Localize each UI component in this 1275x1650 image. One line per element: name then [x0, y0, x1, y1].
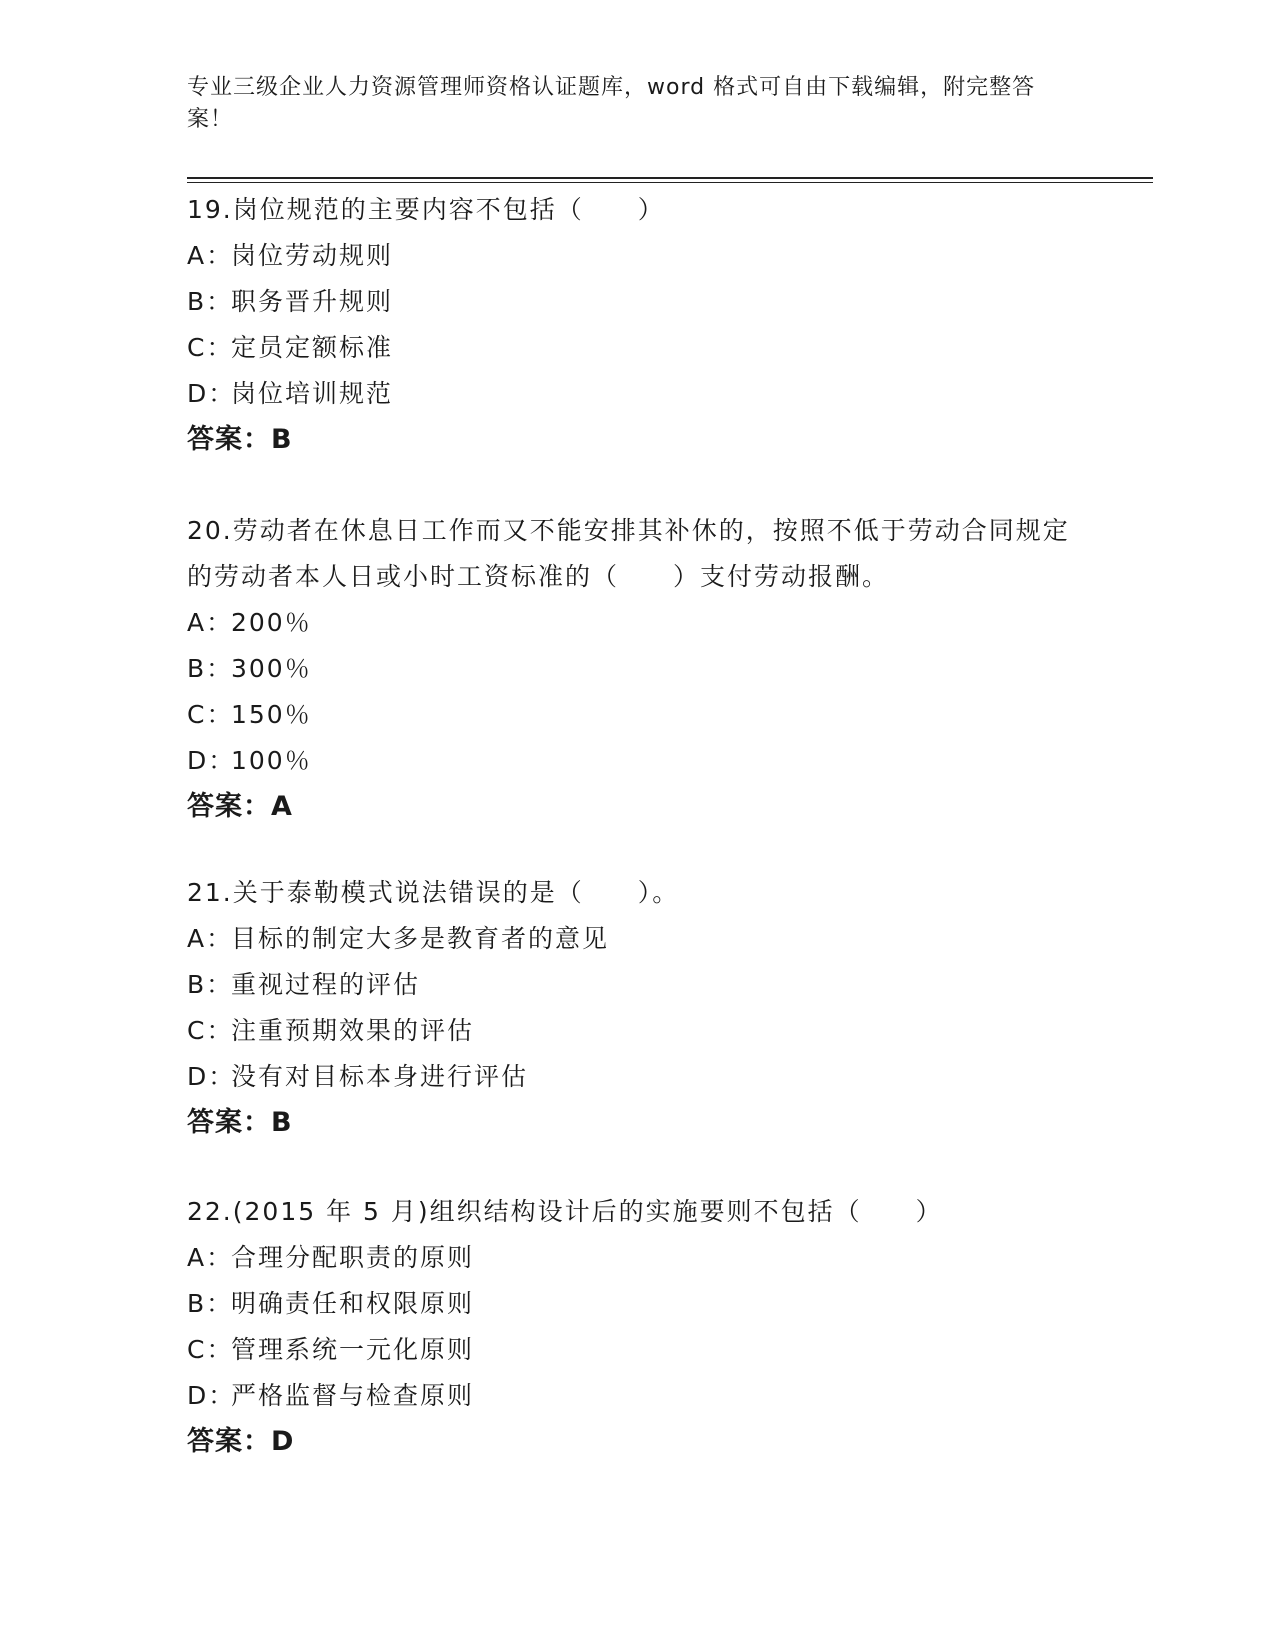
option-text: 严格监督与检查原则 — [231, 1381, 475, 1410]
question-22 — [187, 1189, 1087, 1465]
option-text: 合理分配职责的原则 — [231, 1243, 475, 1272]
option-key: C： — [187, 700, 234, 729]
option-a — [187, 1235, 1087, 1281]
question-stem: 19.岗位规范的主要内容不包括（ ） — [187, 195, 665, 224]
answer-label: 答案：D — [187, 1426, 295, 1457]
option-c — [187, 1008, 1087, 1054]
option-c — [187, 1327, 1087, 1373]
option-d — [187, 371, 1087, 417]
header-rule-bottom — [187, 182, 1153, 183]
option-d — [187, 1054, 1087, 1100]
option-d — [187, 1373, 1087, 1419]
answer-label: 答案：B — [187, 424, 293, 455]
option-a — [187, 600, 1087, 646]
option-b — [187, 962, 1087, 1008]
option-b — [187, 279, 1087, 325]
question-21 — [187, 870, 1087, 1146]
question-stem: 21.关于泰勒模式说法错误的是（ ）。 — [187, 878, 680, 907]
option-text: 目标的制定大多是教育者的意见 — [231, 924, 610, 953]
option-key: C： — [187, 1016, 234, 1045]
option-text: 150％ — [231, 700, 312, 729]
option-key: D： — [187, 1381, 236, 1410]
option-text: 管理系统一元化原则 — [231, 1335, 475, 1364]
option-text: 200％ — [231, 608, 312, 637]
option-key: B： — [187, 287, 234, 316]
option-key: D： — [187, 746, 236, 775]
option-key: C： — [187, 333, 234, 362]
option-d — [187, 738, 1087, 784]
option-text: 重视过程的评估 — [231, 970, 421, 999]
option-a — [187, 233, 1087, 279]
answer-label: 答案：B — [187, 1107, 293, 1138]
option-c — [187, 692, 1087, 738]
option-key: A： — [187, 924, 234, 953]
option-key: A： — [187, 241, 234, 270]
option-key: C： — [187, 1335, 234, 1364]
question-19 — [187, 187, 1087, 463]
option-text: 300％ — [231, 654, 312, 683]
option-key: D： — [187, 1062, 236, 1091]
option-b — [187, 646, 1087, 692]
option-b — [187, 1281, 1087, 1327]
option-a — [187, 916, 1087, 962]
question-stem: 20.劳动者在休息日工作而又不能安排其补休的，按照不低于劳动合同规定的劳动者本人日或小时工资标准的（ ）支付劳动报酬。 — [187, 516, 1070, 591]
option-text: 明确责任和权限原则 — [231, 1289, 475, 1318]
question-stem: 22.(2015 年 5 月)组织结构设计后的实施要则不包括（ ） — [187, 1197, 943, 1226]
option-key: D： — [187, 379, 236, 408]
option-text: 100％ — [231, 746, 312, 775]
option-text: 岗位劳动规则 — [231, 241, 394, 270]
question-20 — [187, 508, 1087, 830]
option-text: 岗位培训规范 — [231, 379, 394, 408]
option-text: 定员定额标准 — [231, 333, 394, 362]
header-rule-top — [187, 177, 1153, 179]
option-text: 没有对目标本身进行评估 — [231, 1062, 529, 1091]
option-key: A： — [187, 608, 234, 637]
answer-label: 答案：A — [187, 791, 293, 822]
option-key: B： — [187, 654, 234, 683]
page-header: 专业三级企业人力资源管理师资格认证题库，word 格式可自由下载编辑，附完整答案！ — [187, 75, 1036, 132]
option-key: A： — [187, 1243, 234, 1272]
option-text: 职务晋升规则 — [231, 287, 394, 316]
option-key: B： — [187, 970, 234, 999]
option-text: 注重预期效果的评估 — [231, 1016, 475, 1045]
option-c — [187, 325, 1087, 371]
option-key: B： — [187, 1289, 234, 1318]
